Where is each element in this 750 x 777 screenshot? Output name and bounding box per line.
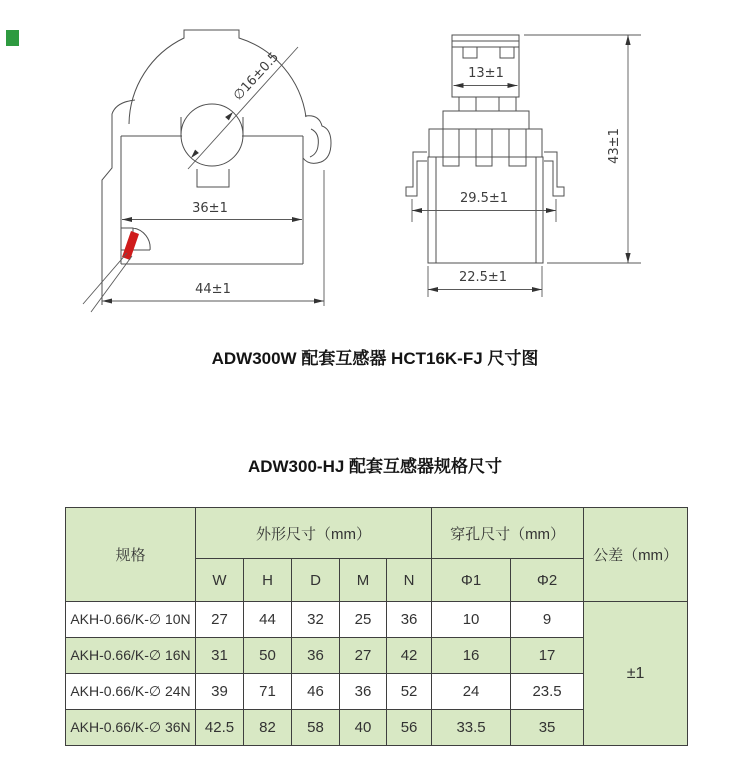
subheader-m: M	[340, 559, 387, 602]
arrowhead	[508, 83, 518, 88]
value-cell: 31	[196, 638, 244, 674]
arrowhead	[625, 35, 630, 45]
arrowhead	[454, 83, 464, 88]
value-cell: 42.5	[196, 710, 244, 746]
value-cell: 36	[340, 674, 387, 710]
value-cell: 27	[340, 638, 387, 674]
side-upper-block	[443, 111, 529, 129]
value-cell: 25	[340, 602, 387, 638]
side-comb-teeth	[443, 129, 526, 166]
spec-cell: AKH-0.66/K-∅ 36N	[66, 710, 196, 746]
side-right-hook	[544, 152, 564, 196]
body-width-label: 29.5±1	[459, 191, 509, 206]
front-view-drawing	[83, 30, 331, 312]
value-cell: 39	[196, 674, 244, 710]
hole-diameter-label: ∅16±0.5	[230, 49, 283, 104]
value-cell: 35	[511, 710, 584, 746]
arrowhead	[532, 287, 542, 292]
value-cell: 27	[196, 602, 244, 638]
table-title: ADW300-HJ 配套互感器规格尺寸	[247, 457, 503, 476]
arrowhead	[314, 299, 324, 304]
arrowhead	[191, 150, 199, 158]
top-width-label: 13±1	[468, 66, 504, 81]
tolerance-cell: ±1	[584, 602, 688, 746]
value-cell: 23.5	[511, 674, 584, 710]
value-cell: 50	[244, 638, 292, 674]
hole-dim-line	[188, 47, 298, 169]
height-label: 43±1	[607, 128, 622, 164]
value-cell: 9	[511, 602, 584, 638]
value-cell: 10	[432, 602, 511, 638]
subheader-n: N	[387, 559, 432, 602]
ct-right-clip	[303, 116, 331, 164]
value-cell: 33.5	[432, 710, 511, 746]
ct-saddle-ticks	[181, 117, 243, 136]
drawing-caption: ADW300W 配套互感器 HCT16K-FJ 尺寸图	[211, 349, 539, 368]
value-cell: 71	[244, 674, 292, 710]
side-top-notches	[463, 47, 514, 58]
arrowhead	[546, 208, 556, 213]
spec-table	[65, 507, 688, 746]
spec-cell: AKH-0.66/K-∅ 16N	[66, 638, 196, 674]
ct-base-rect	[121, 136, 303, 264]
arrowhead	[428, 287, 438, 292]
value-cell: 44	[244, 602, 292, 638]
overall-width-label: 44±1	[195, 282, 231, 297]
value-cell: 24	[432, 674, 511, 710]
ct-right-clip-inner	[310, 129, 318, 157]
subheader-d: D	[292, 559, 340, 602]
side-main-body	[428, 157, 543, 263]
header-outer-dims: 外形尺寸（mm）	[196, 508, 432, 559]
arrowhead	[225, 112, 233, 120]
value-cell: 40	[340, 710, 387, 746]
side-view-drawing	[406, 35, 641, 297]
header-tolerance: 公差（mm）	[584, 508, 688, 602]
value-cell: 17	[511, 638, 584, 674]
side-pins	[459, 97, 516, 111]
subheader-phi1: Φ1	[432, 559, 511, 602]
value-cell: 58	[292, 710, 340, 746]
arrowhead	[122, 217, 132, 222]
header-hole-dims: 穿孔尺寸（mm）	[432, 508, 584, 559]
arrowhead	[292, 217, 302, 222]
value-cell: 52	[387, 674, 432, 710]
dimension-drawings	[0, 0, 750, 335]
value-cell: 56	[387, 710, 432, 746]
subheader-phi2: Φ2	[511, 559, 584, 602]
side-top-block-lines	[452, 41, 519, 47]
value-cell: 82	[244, 710, 292, 746]
ct-hole-tab	[197, 169, 229, 187]
arrowhead	[102, 299, 112, 304]
value-cell: 36	[387, 602, 432, 638]
subheader-w: W	[196, 559, 244, 602]
table-row	[66, 602, 688, 638]
side-wide-block	[429, 129, 542, 157]
inner-width-label: 36±1	[192, 201, 228, 216]
subheader-h: H	[244, 559, 292, 602]
value-cell: 32	[292, 602, 340, 638]
arrowhead	[412, 208, 422, 213]
ct-dome-outline	[129, 30, 306, 124]
lead-wires	[83, 253, 132, 312]
value-cell: 36	[292, 638, 340, 674]
spec-cell: AKH-0.66/K-∅ 10N	[66, 602, 196, 638]
value-cell: 42	[387, 638, 432, 674]
header-spec: 规格	[66, 508, 196, 602]
spec-cell: AKH-0.66/K-∅ 24N	[66, 674, 196, 710]
value-cell: 16	[432, 638, 511, 674]
value-cell: 46	[292, 674, 340, 710]
arrowhead	[625, 253, 630, 263]
ct-center-hole	[181, 104, 243, 166]
side-left-hook	[406, 152, 427, 196]
base-width-label: 22.5±1	[458, 270, 508, 285]
header-row-groups	[66, 508, 688, 559]
